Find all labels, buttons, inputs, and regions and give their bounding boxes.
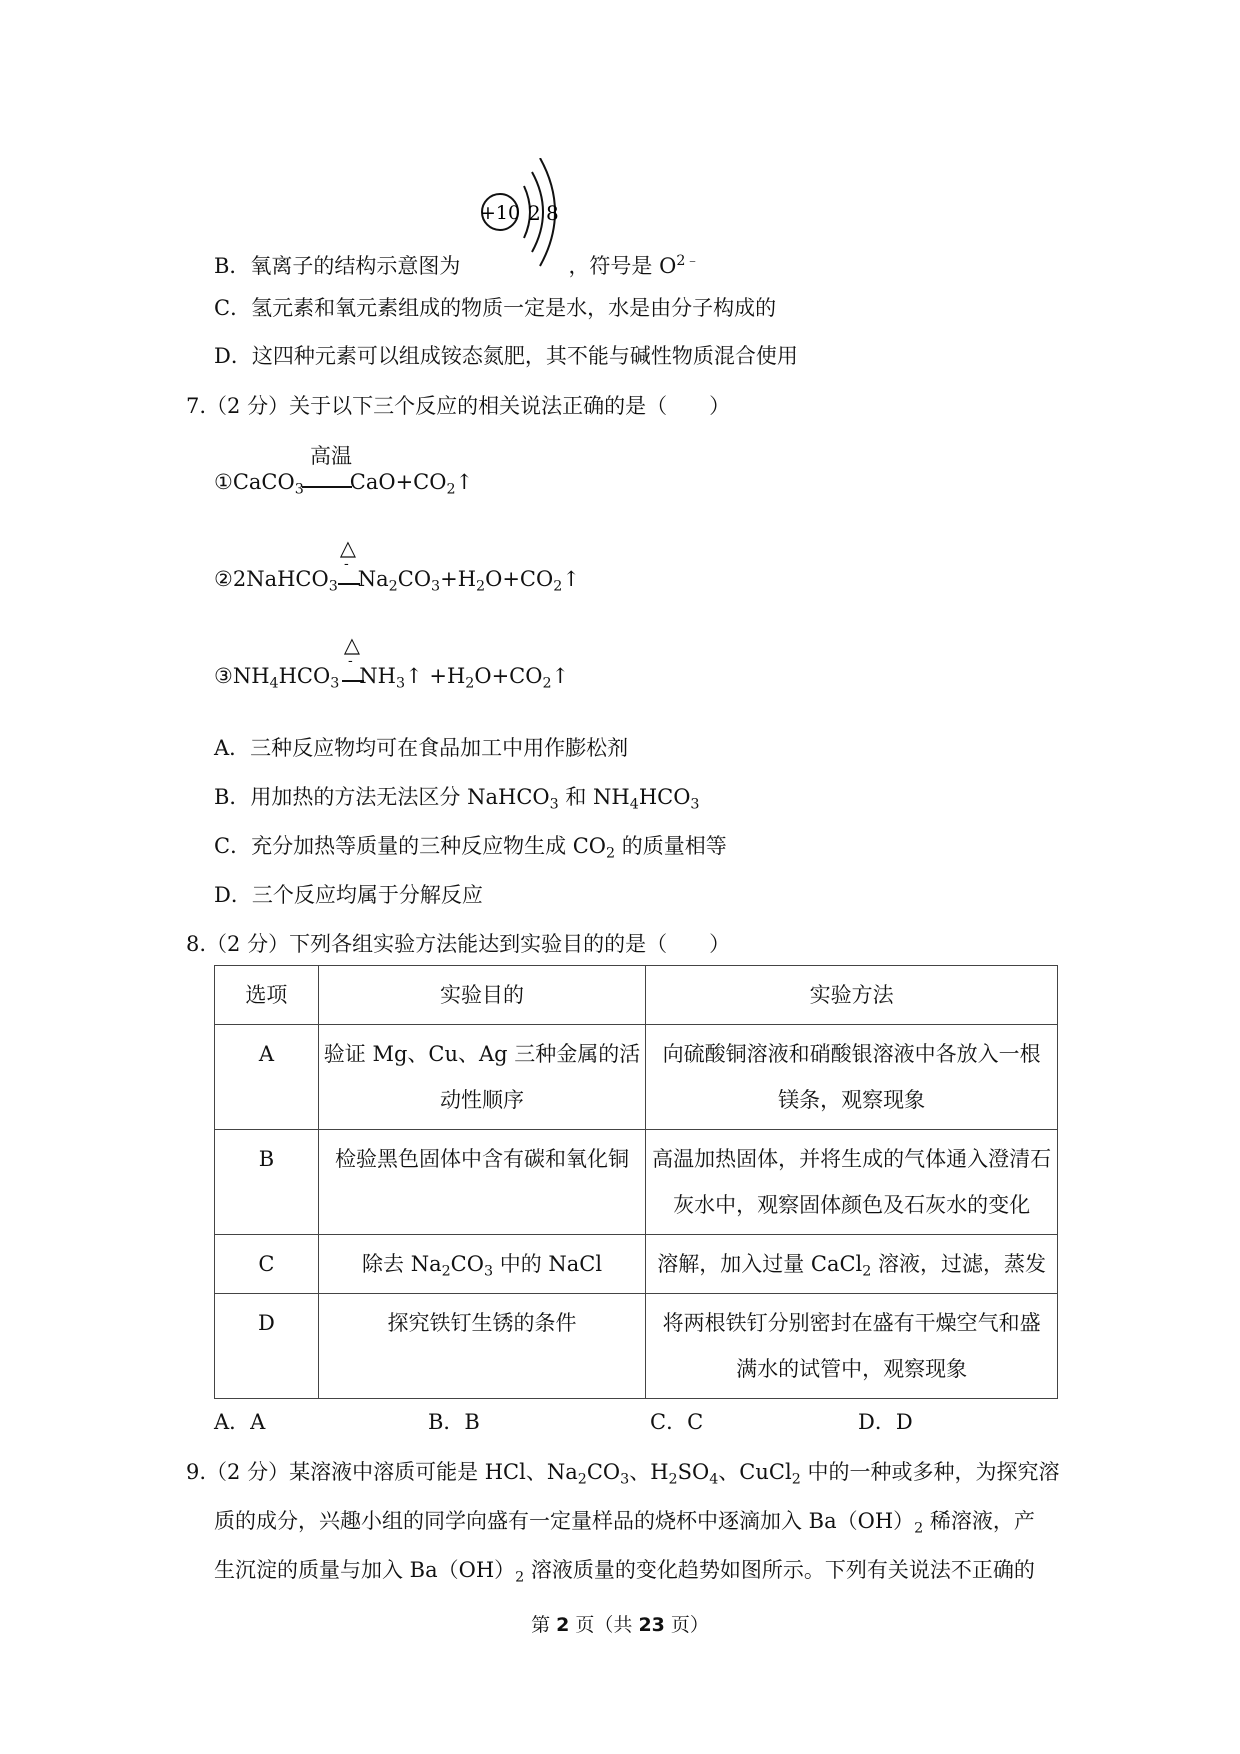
equation-1: ①CaCO$_3$ $CaO+CO_2↑$ [214,470,474,498]
header-method: 实验方法 [646,966,1058,1025]
shell1-electrons: 2 [528,201,541,225]
row-goal: 验证 Mg、Cu、Ag 三种金属的活 动性顺序 [318,1025,645,1130]
q7-option-b: B．用加热的方法无法区分 NaHCO$_3$ 和 $NH_4HCO_3$ [214,785,700,813]
q6-option-c: C．氢元素和氧元素组成的物质一定是水，水是由分子构成的 [214,296,777,320]
row-goal: 探究铁钉生锈的条件 [318,1294,645,1399]
row-option: B [215,1130,319,1235]
q8-answer-b: B．B [428,1410,480,1434]
q8-stem: 8.（2 分）下列各组实验方法能达到实验目的的是（ ） [186,932,731,956]
q9-line-3: 生沉淀的质量与加入 $Ba(OH)_2$ 溶液质量的变化趋势如图所示。下列有关说法不正确的 [214,1558,1035,1586]
q7-option-a: A．三种反应物均可在食品加工中用作膨松剂 [214,736,629,760]
row-method: 向硫酸铜溶液和硝酸银溶液中各放入一根 镁条，观察现象 [646,1025,1058,1130]
eq3-condition: △ [343,633,361,657]
row-method: 将两根铁钉分别密封在盛有干燥空气和盛 满水的试管中，观察现象 [646,1294,1058,1399]
q8-answer-a: A．A [214,1410,266,1434]
q8-answer-c: C．C [650,1410,704,1434]
nucleus-charge: +10 [479,202,521,224]
table-row [215,1130,1058,1235]
header-option: 选项 [215,966,319,1025]
q6-option-d: D．这四种元素可以组成铵态氮肥，其不能与碱性物质混合使用 [214,344,798,368]
q9-line-1: 9.（2 分）某溶液中溶质可能是 HCl、$Na_2CO_3$、$H_2SO_4$、CuCl$_2$ 中的一种或多种，为探究溶 [186,1460,1060,1488]
table-row [215,1025,1058,1130]
page-total: 23 [638,1614,665,1636]
equation-2: ②2NaHCO$_3$ $Na_2CO_3+H_2O+CO_2↑$ [214,567,580,595]
eq1-condition: 高温 [310,444,352,468]
eq2-condition: △ [339,536,357,560]
row-option: D [215,1294,319,1399]
q6-option-b: B．氧离子的结构示意图为 ，符号是 $O^{2﹣}$ [214,253,700,278]
q7-option-d: D．三个反应均属于分解反应 [214,883,483,907]
header-goal: 实验目的 [318,966,645,1025]
table-row [215,1294,1058,1399]
experiment-table [214,965,1058,1399]
table-header-row [215,966,1058,1025]
row-option: A [215,1025,319,1130]
shell2-electrons: 8 [546,201,559,225]
row-method: 溶解，加入过量 CaCl$_2$ 溶液，过滤，蒸发 [646,1235,1058,1294]
equation-3: $③NH_4HCO_3$ $NH_3↑$ $+H_2O+CO_2↑$ [214,664,570,692]
row-method: 高温加热固体，并将生成的气体通入澄清石 灰水中，观察固体颜色及石灰水的变化 [646,1130,1058,1235]
eq2-dash: - [344,556,349,572]
eq3-dash: - [348,653,353,669]
row-goal: 除去 $Na_2CO_3$ 中的 NaCl [318,1235,645,1294]
row-goal: 检验黑色固体中含有碳和氧化铜 [318,1130,645,1235]
q8-answer-d: D．D [858,1410,913,1434]
table-row [215,1235,1058,1294]
page-footer: 第 2 页（共 23 页） [531,1614,709,1636]
q7-stem: 7.（2 分）关于以下三个反应的相关说法正确的是（ ） [186,394,731,418]
page-number: 2 [556,1614,570,1636]
q9-line-2: 质的成分，兴趣小组的同学向盛有一定量样品的烧杯中逐滴加入 $Ba(OH)_2$ 稀溶液，产 [214,1509,1035,1537]
q7-option-c: C．充分加热等质量的三种反应物生成 $CO_2$ 的质量相等 [214,834,727,862]
row-option: C [215,1235,319,1294]
